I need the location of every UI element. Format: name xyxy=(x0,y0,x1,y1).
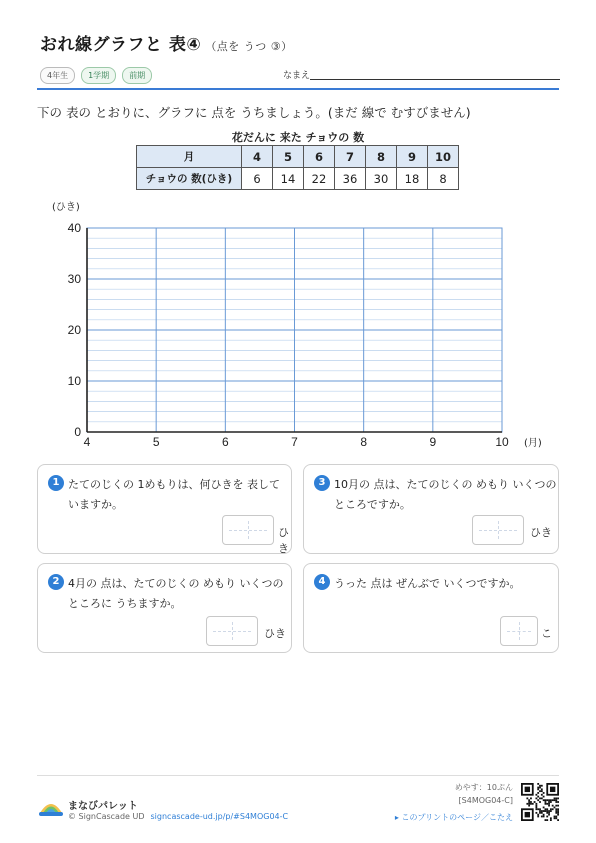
question-number-badge: 1 xyxy=(48,475,64,491)
footer-copyright xyxy=(68,812,288,821)
period-tag: 前期 xyxy=(122,67,152,84)
question-line: いますか。 xyxy=(68,498,123,511)
month-cell: 8 xyxy=(366,146,397,168)
count-cell: 8 xyxy=(428,168,459,190)
question-line: 4月の 点は、たてのじくの めもり いくつの xyxy=(68,577,284,590)
answer-unit: ひき xyxy=(264,627,286,640)
table-title: 花だんに 来た チョウの 数 xyxy=(231,131,365,144)
term-tag: 1学期 xyxy=(81,67,116,84)
x-tick-label: 9 xyxy=(429,435,437,449)
y-tick-label: 30 xyxy=(67,272,81,286)
data-table xyxy=(136,145,459,190)
month-cell: 10 xyxy=(428,146,459,168)
title-subtitle: （点を うつ ③） xyxy=(205,40,293,53)
question-line: ところに うちますか。 xyxy=(68,597,182,610)
answer-unit: ひき xyxy=(278,526,289,555)
month-cell: 5 xyxy=(273,146,304,168)
count-cell: 22 xyxy=(304,168,335,190)
brand-name: まなびパレット xyxy=(68,801,138,812)
x-axis-unit: (月) xyxy=(524,438,542,449)
month-cell: 7 xyxy=(335,146,366,168)
question-line: うった 点は ぜんぶで いくつですか。 xyxy=(334,577,521,590)
question-number-badge: 2 xyxy=(48,574,64,590)
count-cell: 30 xyxy=(366,168,397,190)
month-cell: 4 xyxy=(242,146,273,168)
answer-page-link[interactable]: ▸ このプリントのページ／こたえ xyxy=(394,813,513,822)
answer-box[interactable] xyxy=(206,616,258,646)
row-header-count: チョウの 数(ひき) xyxy=(137,168,242,190)
answer-box[interactable] xyxy=(472,515,524,545)
row-header-month: 月 xyxy=(137,146,242,168)
question-number-badge: 3 xyxy=(314,475,330,491)
month-cell: 9 xyxy=(397,146,428,168)
page-title xyxy=(40,30,293,55)
x-tick-label: 10 xyxy=(495,435,509,449)
question-card-3 xyxy=(303,464,559,554)
footer-divider xyxy=(37,775,559,776)
line-graph-grid[interactable] xyxy=(30,195,560,455)
y-tick-label: 20 xyxy=(67,323,81,337)
question-text xyxy=(334,475,557,515)
palette-logo-icon xyxy=(38,797,64,817)
instruction-text: 下の 表の とおりに、グラフに 点を うちましょう。(まだ 線で むすびません) xyxy=(37,105,471,120)
x-tick-label: 8 xyxy=(360,435,368,449)
question-number-badge: 4 xyxy=(314,574,330,590)
table-row-months xyxy=(137,146,459,168)
count-cell: 18 xyxy=(397,168,428,190)
header-divider xyxy=(37,88,559,90)
question-card-2 xyxy=(37,563,292,653)
table-row-counts xyxy=(137,168,459,190)
question-line: 10月の 点は、たてのじくの めもり いくつの xyxy=(334,478,557,491)
answer-unit: ひき xyxy=(530,526,552,539)
x-tick-label: 6 xyxy=(221,435,229,449)
month-cell: 6 xyxy=(304,146,335,168)
answer-box[interactable] xyxy=(500,616,538,646)
grade-tag: 4年生 xyxy=(40,67,75,84)
footer-url-link[interactable]: signcascade-ud.jp/p/#S4MOG04-C xyxy=(150,812,289,821)
title-main: おれ線グラフと 表④ xyxy=(40,35,202,55)
question-line: たてのじくの 1めもりは、何ひきを 表して xyxy=(68,478,280,491)
copyright-text: © SignCascade UD xyxy=(68,812,145,821)
qr-code-icon[interactable] xyxy=(521,783,559,821)
question-text xyxy=(68,574,284,614)
time-estimate: めやす：10ぷん xyxy=(454,783,513,792)
answer-unit: こ xyxy=(541,627,552,640)
question-card-1 xyxy=(37,464,292,554)
count-cell: 6 xyxy=(242,168,273,190)
count-cell: 14 xyxy=(273,168,304,190)
question-card-4 xyxy=(303,563,559,653)
x-tick-label: 7 xyxy=(291,435,298,449)
y-tick-label: 40 xyxy=(67,221,81,235)
name-label: なまえ xyxy=(283,71,311,81)
x-tick-label: 5 xyxy=(152,435,160,449)
question-text xyxy=(334,574,521,594)
tag-row xyxy=(40,67,152,84)
name-field[interactable] xyxy=(310,79,560,80)
y-tick-label: 10 xyxy=(67,374,81,388)
question-text xyxy=(68,475,280,515)
x-tick-label: 4 xyxy=(83,435,91,449)
worksheet-code: [S4MOG04-C] xyxy=(458,796,513,805)
count-cell: 36 xyxy=(335,168,366,190)
answer-box[interactable] xyxy=(222,515,274,545)
y-tick-label: 0 xyxy=(74,425,81,439)
question-line: ところですか。 xyxy=(334,498,411,511)
y-axis-unit: (ひき) xyxy=(52,202,80,213)
